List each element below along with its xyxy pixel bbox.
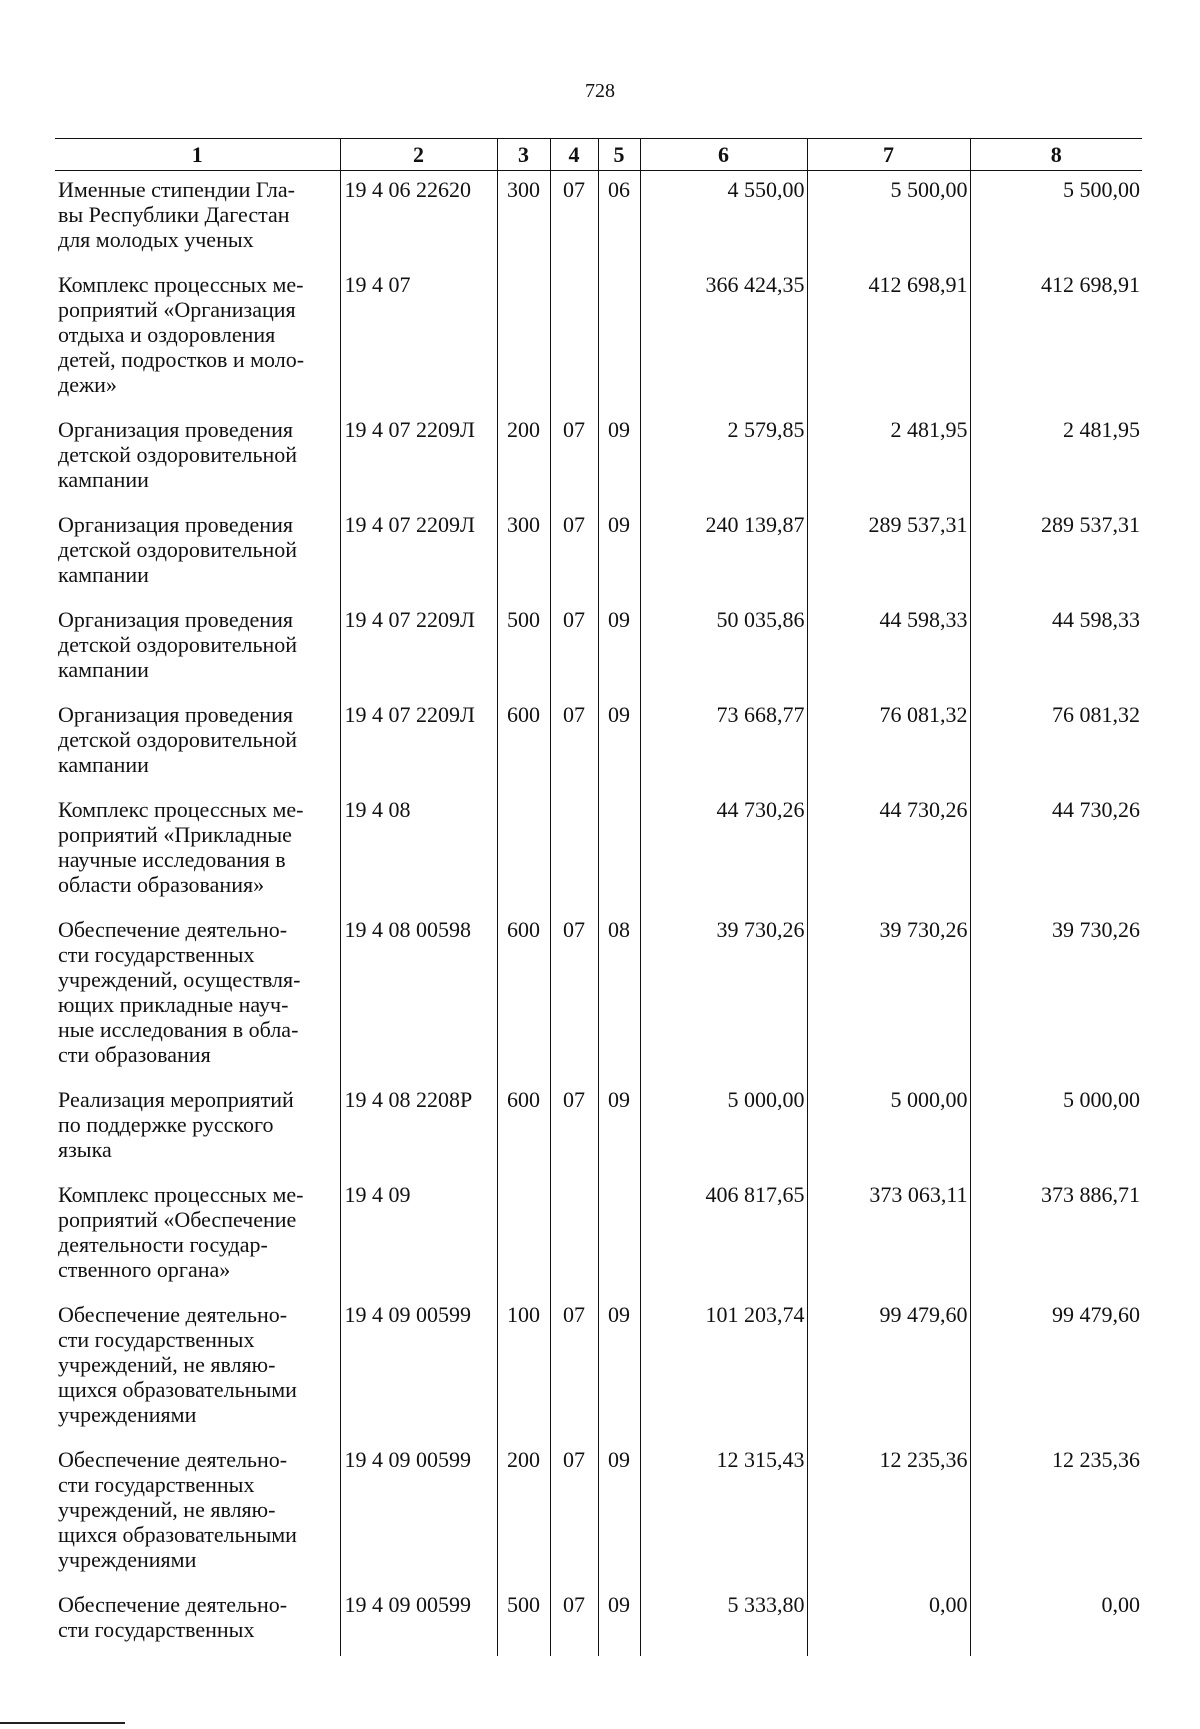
subsection-cell: [598, 1176, 640, 1296]
subsection-cell: 09: [598, 696, 640, 791]
row-name-line: учреждений, не являю-: [58, 1352, 276, 1377]
amount-col8-cell: 39 730,26: [970, 911, 1142, 1081]
row-name-line: детской оздоровительной: [58, 442, 298, 467]
amount-col6-cell: 240 139,87: [640, 506, 807, 601]
row-name-line: Обеспечение деятельно-: [58, 1447, 288, 1472]
subsection-cell: [598, 791, 640, 911]
row-name-cell: [55, 696, 340, 791]
expense-type-cell: 300: [497, 506, 550, 601]
amount-col7-cell: 373 063,11: [807, 1176, 970, 1296]
row-name-cell: [55, 791, 340, 911]
expense-type-cell: [497, 791, 550, 911]
amount-col8-cell: 99 479,60: [970, 1296, 1142, 1441]
amount-col6-cell: 4 550,00: [640, 171, 807, 267]
amount-col8-cell: 5 500,00: [970, 171, 1142, 267]
row-name-line: по поддержке русского: [58, 1112, 274, 1137]
row-name-line: Комплекс процессных ме-: [58, 272, 304, 297]
table-row: [55, 266, 1142, 411]
row-name-line: кампании: [58, 657, 149, 682]
table-row: [55, 601, 1142, 696]
section-cell: [550, 791, 598, 911]
amount-col6-cell: 50 035,86: [640, 601, 807, 696]
row-name-line: языка: [58, 1137, 112, 1162]
expense-type-cell: 100: [497, 1296, 550, 1441]
amount-col7-cell: 44 598,33: [807, 601, 970, 696]
amount-col8-cell: 289 537,31: [970, 506, 1142, 601]
amount-col7-cell: 5 500,00: [807, 171, 970, 267]
classification-code-cell: 19 4 08 00598: [340, 911, 497, 1081]
subsection-cell: 09: [598, 1296, 640, 1441]
row-name-line: щихся образовательными: [58, 1377, 297, 1402]
amount-col6-cell: 12 315,43: [640, 1441, 807, 1586]
subsection-cell: 09: [598, 506, 640, 601]
row-name-line: области образования»: [58, 872, 265, 897]
amount-col6-cell: 5 000,00: [640, 1081, 807, 1176]
amount-col6-cell: 366 424,35: [640, 266, 807, 411]
classification-code-cell: 19 4 07 2209Л: [340, 696, 497, 791]
expense-type-cell: 600: [497, 696, 550, 791]
subsection-cell: 09: [598, 1081, 640, 1176]
amount-col7-cell: 99 479,60: [807, 1296, 970, 1441]
row-name-line: кампании: [58, 562, 149, 587]
row-name-cell: [55, 411, 340, 506]
row-name-cell: [55, 1441, 340, 1586]
amount-col7-cell: 44 730,26: [807, 791, 970, 911]
classification-code-cell: 19 4 08: [340, 791, 497, 911]
section-cell: 07: [550, 1441, 598, 1586]
row-name-line: кампании: [58, 467, 149, 492]
row-name-line: Организация проведения: [58, 417, 293, 442]
subsection-cell: 09: [598, 1441, 640, 1586]
column-header-3: 3: [497, 139, 550, 171]
classification-code-cell: 19 4 06 22620: [340, 171, 497, 267]
row-name-line: сти государственных: [58, 1617, 255, 1642]
amount-col6-cell: 5 333,80: [640, 1586, 807, 1656]
amount-col8-cell: 5 000,00: [970, 1081, 1142, 1176]
row-name-line: Обеспечение деятельно-: [58, 917, 288, 942]
column-header-5: 5: [598, 139, 640, 171]
row-name-line: дежи»: [58, 372, 117, 397]
row-name-line: учреждениями: [58, 1547, 197, 1572]
row-name-line: ственного органа»: [58, 1257, 231, 1282]
table-body: [55, 171, 1142, 1657]
subsection-cell: 09: [598, 601, 640, 696]
row-name-line: Именные стипендии Гла-: [58, 177, 296, 202]
classification-code-cell: 19 4 07: [340, 266, 497, 411]
section-cell: 07: [550, 411, 598, 506]
amount-col6-cell: 406 817,65: [640, 1176, 807, 1296]
row-name-line: детской оздоровительной: [58, 727, 298, 752]
row-name-line: Комплекс процессных ме-: [58, 797, 304, 822]
table-row: [55, 506, 1142, 601]
column-header-1: 1: [55, 139, 340, 171]
amount-col7-cell: 289 537,31: [807, 506, 970, 601]
row-name-cell: [55, 266, 340, 411]
amount-col6-cell: 2 579,85: [640, 411, 807, 506]
expense-type-cell: 200: [497, 411, 550, 506]
row-name-line: научные исследования в: [58, 847, 286, 872]
row-name-line: Комплекс процессных ме-: [58, 1182, 304, 1207]
section-cell: 07: [550, 171, 598, 267]
amount-col8-cell: 412 698,91: [970, 266, 1142, 411]
classification-code-cell: 19 4 09 00599: [340, 1296, 497, 1441]
section-cell: 07: [550, 911, 598, 1081]
amount-col6-cell: 39 730,26: [640, 911, 807, 1081]
row-name-line: роприятий «Прикладные: [58, 822, 292, 847]
row-name-cell: [55, 1176, 340, 1296]
amount-col7-cell: 412 698,91: [807, 266, 970, 411]
row-name-line: для молодых ученых: [58, 227, 254, 252]
amount-col8-cell: 12 235,36: [970, 1441, 1142, 1586]
table-row: [55, 1441, 1142, 1586]
subsection-cell: 06: [598, 171, 640, 267]
table-row: [55, 411, 1142, 506]
page-number: 728: [585, 80, 615, 102]
amount-col8-cell: 0,00: [970, 1586, 1142, 1656]
amount-col6-cell: 44 730,26: [640, 791, 807, 911]
section-cell: [550, 1176, 598, 1296]
table-row: [55, 1081, 1142, 1176]
table-row: [55, 911, 1142, 1081]
amount-col8-cell: 76 081,32: [970, 696, 1142, 791]
amount-col7-cell: 2 481,95: [807, 411, 970, 506]
amount-col7-cell: 76 081,32: [807, 696, 970, 791]
table-row: [55, 1296, 1142, 1441]
budget-table: [55, 138, 1142, 1656]
row-name-line: кампании: [58, 752, 149, 777]
classification-code-cell: 19 4 07 2209Л: [340, 411, 497, 506]
amount-col6-cell: 73 668,77: [640, 696, 807, 791]
row-name-line: сти государственных: [58, 1327, 255, 1352]
row-name-cell: [55, 1081, 340, 1176]
amount-col8-cell: 373 886,71: [970, 1176, 1142, 1296]
section-cell: [550, 266, 598, 411]
expense-type-cell: 600: [497, 911, 550, 1081]
row-name-line: ные исследования в обла-: [58, 1017, 299, 1042]
amount-col8-cell: 2 481,95: [970, 411, 1142, 506]
subsection-cell: 08: [598, 911, 640, 1081]
subsection-cell: 09: [598, 1586, 640, 1656]
row-name-cell: [55, 1586, 340, 1656]
row-name-cell: [55, 911, 340, 1081]
amount-col7-cell: 0,00: [807, 1586, 970, 1656]
row-name-line: Реализация мероприятий: [58, 1087, 294, 1112]
expense-type-cell: [497, 1176, 550, 1296]
row-name-line: ющих прикладные науч-: [58, 992, 289, 1017]
classification-code-cell: 19 4 07 2209Л: [340, 601, 497, 696]
table-row: [55, 1586, 1142, 1656]
column-header-7: 7: [807, 139, 970, 171]
section-cell: 07: [550, 696, 598, 791]
row-name-line: вы Республики Дагестан: [58, 202, 290, 227]
table-row: [55, 1176, 1142, 1296]
amount-col8-cell: 44 730,26: [970, 791, 1142, 911]
row-name-line: детской оздоровительной: [58, 537, 298, 562]
expense-type-cell: [497, 266, 550, 411]
section-cell: 07: [550, 1586, 598, 1656]
section-cell: 07: [550, 601, 598, 696]
column-header-6: 6: [640, 139, 807, 171]
row-name-line: Обеспечение деятельно-: [58, 1592, 288, 1617]
row-name-line: отдыха и оздоровления: [58, 322, 276, 347]
row-name-cell: [55, 171, 340, 267]
amount-col6-cell: 101 203,74: [640, 1296, 807, 1441]
subsection-cell: 09: [598, 411, 640, 506]
subsection-cell: [598, 266, 640, 411]
table-row: [55, 791, 1142, 911]
classification-code-cell: 19 4 09 00599: [340, 1586, 497, 1656]
expense-type-cell: 500: [497, 601, 550, 696]
row-name-line: роприятий «Организация: [58, 297, 296, 322]
amount-col7-cell: 12 235,36: [807, 1441, 970, 1586]
row-name-line: сти государственных: [58, 1472, 255, 1497]
row-name-line: учреждениями: [58, 1402, 197, 1427]
expense-type-cell: 600: [497, 1081, 550, 1176]
row-name-cell: [55, 506, 340, 601]
row-name-cell: [55, 601, 340, 696]
row-name-line: щихся образовательными: [58, 1522, 297, 1547]
expense-type-cell: 300: [497, 171, 550, 267]
column-header-2: 2: [340, 139, 497, 171]
amount-col7-cell: 39 730,26: [807, 911, 970, 1081]
row-name-line: роприятий «Обеспечение: [58, 1207, 297, 1232]
classification-code-cell: 19 4 09: [340, 1176, 497, 1296]
row-name-cell: [55, 1296, 340, 1441]
row-name-line: Обеспечение деятельно-: [58, 1302, 288, 1327]
row-name-line: сти государственных: [58, 942, 255, 967]
footer-rule: [0, 1722, 125, 1724]
amount-col7-cell: 5 000,00: [807, 1081, 970, 1176]
row-name-line: детской оздоровительной: [58, 632, 298, 657]
amount-col8-cell: 44 598,33: [970, 601, 1142, 696]
column-header-8: 8: [970, 139, 1142, 171]
row-name-line: детей, подростков и моло-: [58, 347, 305, 372]
table-row: [55, 696, 1142, 791]
row-name-line: учреждений, не являю-: [58, 1497, 276, 1522]
row-name-line: Организация проведения: [58, 607, 293, 632]
section-cell: 07: [550, 1081, 598, 1176]
row-name-line: сти образования: [58, 1042, 211, 1067]
classification-code-cell: 19 4 09 00599: [340, 1441, 497, 1586]
row-name-line: Организация проведения: [58, 702, 293, 727]
row-name-line: деятельности государ-: [58, 1232, 268, 1257]
classification-code-cell: 19 4 07 2209Л: [340, 506, 497, 601]
table-row: [55, 171, 1142, 267]
header-row: [55, 139, 1142, 171]
expense-type-cell: 500: [497, 1586, 550, 1656]
classification-code-cell: 19 4 08 2208Р: [340, 1081, 497, 1176]
row-name-line: Организация проведения: [58, 512, 293, 537]
column-header-4: 4: [550, 139, 598, 171]
expense-type-cell: 200: [497, 1441, 550, 1586]
row-name-line: учреждений, осуществля-: [58, 967, 301, 992]
section-cell: 07: [550, 1296, 598, 1441]
section-cell: 07: [550, 506, 598, 601]
